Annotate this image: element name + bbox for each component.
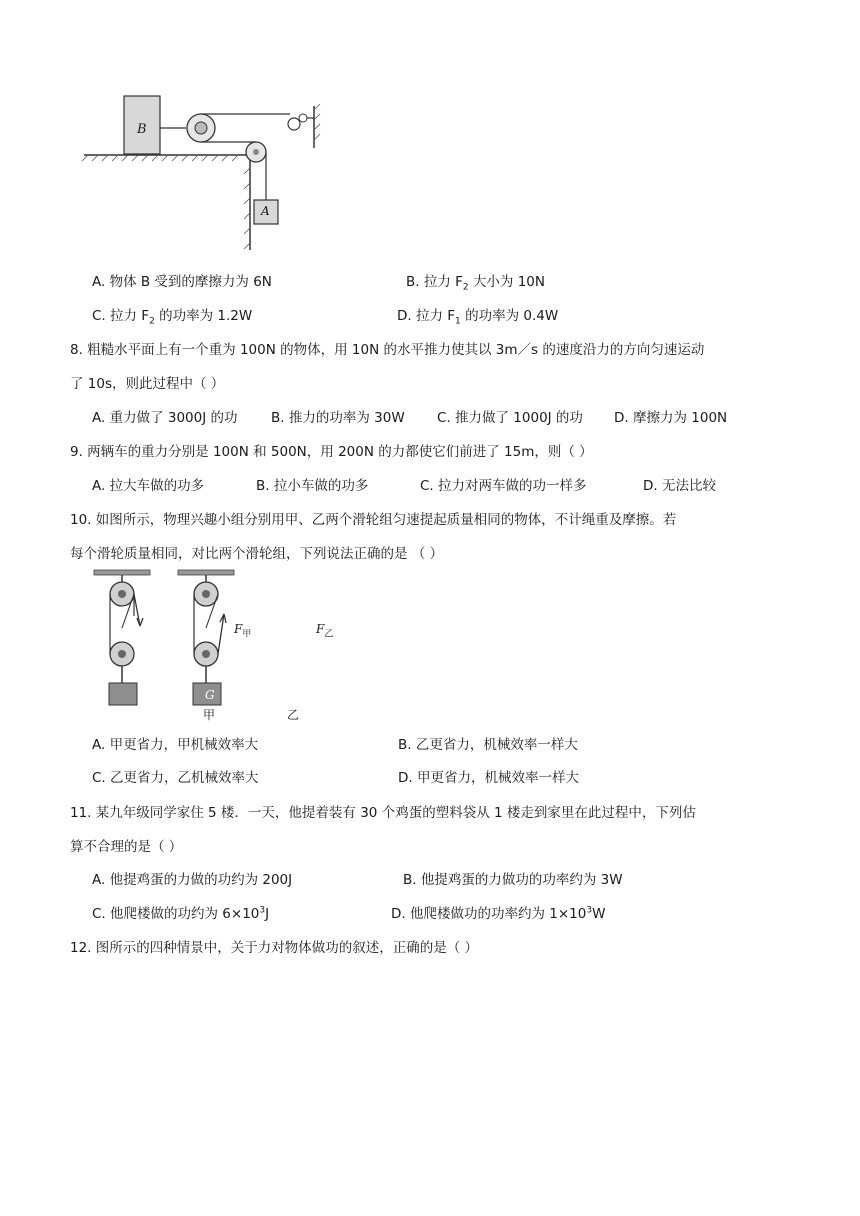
q7-option-c: [92, 304, 252, 327]
q9-option-d: D. 无法比较: [643, 478, 716, 494]
q8-stem-line1: 8. 粗糙水平面上有一个重为 100N 的物体，用 10N 的水平推力使其以 3m／s 的速度沿力的方向匀速运动: [70, 342, 705, 358]
q10-option-d: D. 甲更省力，机械效率一样大: [398, 770, 579, 786]
q11-option-d: [391, 902, 605, 922]
q11-option-d-pre: D. 他爬楼做功的功率约为 1×10: [391, 906, 587, 922]
q11-option-c: [92, 902, 269, 922]
q10-option-c: C. 乙更省力，乙机械效率大: [92, 770, 259, 786]
figure-q10-pulley-blocks: [88, 566, 334, 726]
block-a-label: A: [261, 204, 270, 218]
q7-option-d-pre: D. 拉力 F: [397, 308, 456, 324]
q11-stem-line2: 算不合理的是（ ）: [70, 839, 183, 855]
q7-option-c-sub: 2: [149, 316, 155, 327]
q11-option-c-sup: 3: [259, 905, 266, 916]
f-left-letter: F: [234, 622, 243, 636]
q8-option-d: D. 摩擦力为 100N: [614, 410, 728, 426]
q10-stem-line2: 每个滑轮质量相同，对比两个滑轮组，下列说法正确的是 （ ）: [70, 546, 444, 562]
q11-option-b: B. 他提鸡蛋的力做功的功率约为 3W: [403, 872, 623, 888]
q9-option-b: B. 拉小车做的功多: [256, 478, 369, 494]
q8-option-b: B. 推力的功率为 30W: [271, 410, 405, 426]
figure-q7-pulley: [80, 88, 330, 253]
q7-option-a: A. 物体 B 受到的摩擦力为 6N: [92, 274, 272, 290]
q10-stem-line1: 10. 如图所示，物理兴趣小组分别用甲、乙两个滑轮组匀速提起质量相同的物体，不计绳重及摩擦。若: [70, 512, 677, 528]
f-right-sub: 乙: [324, 629, 334, 640]
f-right-letter: F: [316, 622, 325, 636]
f-left-sub: 甲: [242, 629, 252, 640]
q11-option-d-post: W: [592, 906, 606, 922]
q12-stem-line1: 12. 图所示的四种情景中，关于力对物体做功的叙述，正确的是（ ）: [70, 940, 479, 956]
q7-option-d: [397, 304, 558, 327]
q8-option-a: A. 重力做了 3000J 的功: [92, 410, 238, 426]
q11-option-d-sup: 3: [586, 905, 593, 916]
q7-option-d-sub: 1: [455, 316, 461, 327]
g-left-label: G: [205, 688, 215, 702]
q9-option-a: A. 拉大车做的功多: [92, 478, 205, 494]
q9-stem-line1: 9. 两辆车的重力分别是 100N 和 500N，用 200N 的力都使它们前进了 15m，则（ ）: [70, 444, 593, 460]
q11-option-a: A. 他提鸡蛋的力做的功约为 200J: [92, 872, 293, 888]
q7-option-b-post: 大小为 10N: [468, 274, 545, 290]
caption-left: 甲: [203, 708, 216, 722]
q9-option-c: C. 拉力对两车做的功一样多: [420, 478, 587, 494]
f-right-label: [316, 622, 333, 639]
q7-option-b-sub: 2: [462, 282, 469, 293]
q10-option-a: A. 甲更省力，甲机械效率大: [92, 737, 259, 753]
q11-option-c-post: J: [265, 906, 270, 922]
f-left-label: [234, 622, 251, 639]
q7-option-c-pre: C. 拉力 F: [92, 308, 150, 324]
q10-option-b: B. 乙更省力，机械效率一样大: [398, 737, 578, 753]
q7-option-c-post: 的功率为 1.2W: [154, 308, 253, 324]
q8-stem-line2: 了 10s，则此过程中（ ）: [70, 376, 225, 392]
q8-option-c: C. 推力做了 1000J 的功: [437, 410, 583, 426]
q11-stem-line1: 11. 某九年级同学家住 5 楼．一天，他提着装有 30 个鸡蛋的塑料袋从 1 楼走到家里在此过程中，下列估: [70, 805, 696, 821]
q11-option-c-pre: C. 他爬楼做的功约为 6×10: [92, 906, 260, 922]
q7-option-b: [406, 270, 545, 293]
caption-right: 乙: [287, 708, 300, 722]
g-right-label: G: [289, 688, 299, 702]
q7-option-d-post: 的功率为 0.4W: [460, 308, 559, 324]
block-b-label: B: [137, 122, 147, 137]
q7-option-b-pre: B. 拉力 F: [406, 274, 463, 290]
